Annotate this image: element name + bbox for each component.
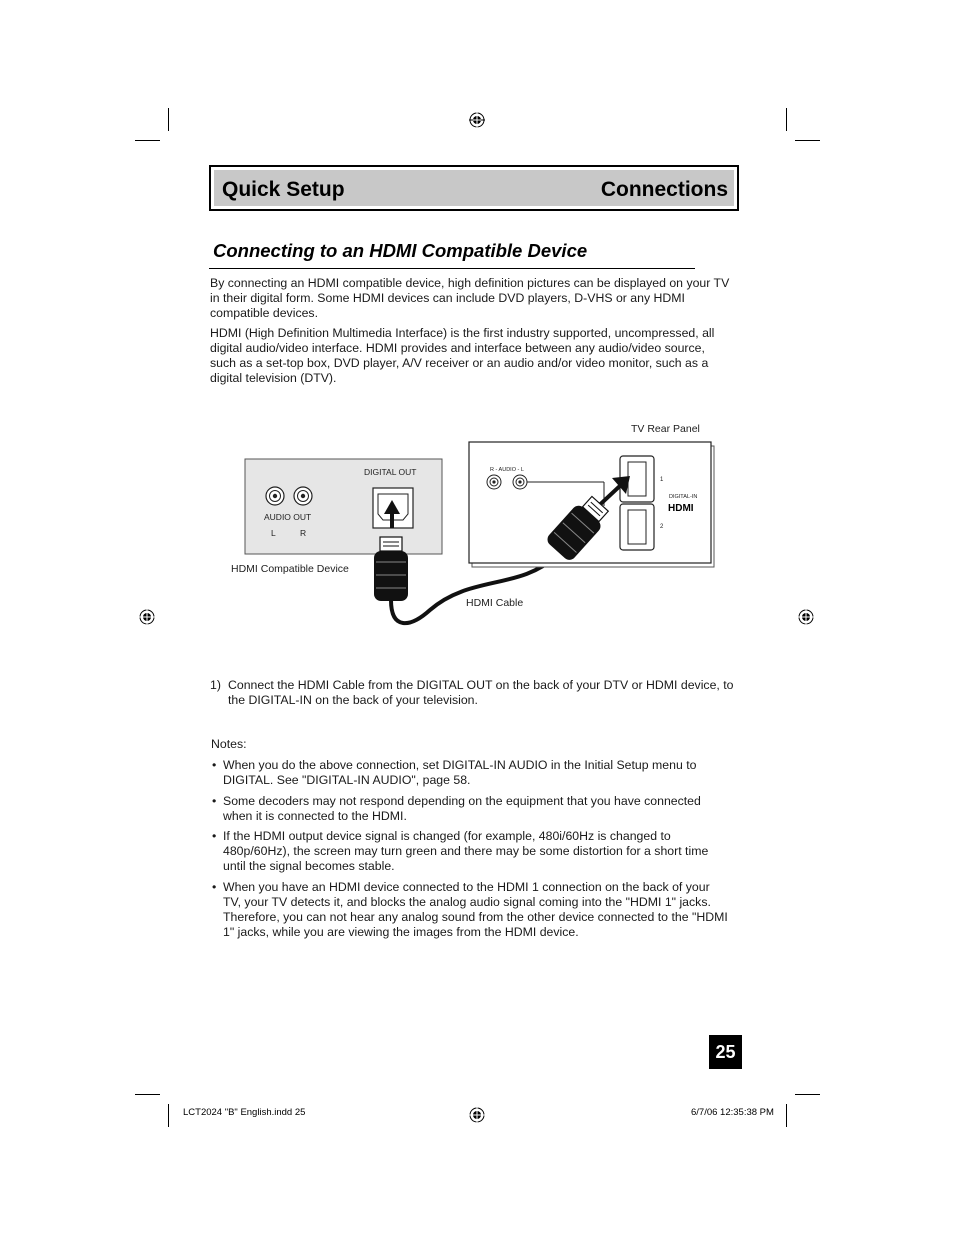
note-item xyxy=(210,758,730,788)
tv-digital-in-label: DIGITAL-IN xyxy=(669,494,698,500)
audio-l-label: L xyxy=(271,528,276,538)
registration-mark-icon xyxy=(469,1107,485,1123)
audio-out-label: AUDIO OUT xyxy=(264,512,312,522)
note-item xyxy=(210,829,730,874)
tv-audio-jack-l xyxy=(513,475,527,489)
audio-r-label: R xyxy=(300,528,307,538)
crop-mark xyxy=(795,1094,820,1095)
step-number: 1) xyxy=(210,678,221,692)
notes-label: Notes: xyxy=(211,737,247,751)
tv-port-1-label: 1 xyxy=(660,477,664,483)
tv-audio-jack-r xyxy=(487,475,501,489)
device-label: HDMI Compatible Device xyxy=(231,563,349,575)
tv-audio-label: R - AUDIO - L xyxy=(490,467,524,473)
intro-paragraph-1: By connecting an HDMI compatible device, high definition pictures can be displayed on your TV in their digital form. Some HDMI devices can include DVD players, D-VHS or any HDMI compatible devices. xyxy=(210,276,730,320)
cable-label: HDMI Cable xyxy=(466,597,524,609)
crop-mark xyxy=(135,1094,160,1095)
footer-timestamp: 6/7/06 12:35:38 PM xyxy=(691,1107,774,1118)
bullet-icon: • xyxy=(212,829,217,843)
page-number: 25 xyxy=(709,1035,742,1069)
tv-rear-panel-label: TV Rear Panel xyxy=(631,423,700,435)
audio-out-jack-l xyxy=(266,487,284,505)
footer-file-info: LCT2024 "B" English.indd 25 xyxy=(183,1107,306,1118)
tv-port-2-label: 2 xyxy=(660,524,664,530)
note-text: When you do the above connection, set DIGITAL-IN AUDIO in the Initial Setup menu to DIGITAL. See "DIGITAL-IN AUDIO", page 58. xyxy=(223,758,697,787)
step-text: Connect the HDMI Cable from the DIGITAL OUT on the back of your DTV or HDMI device, to the DIGITAL-IN on the back of your television. xyxy=(228,678,734,707)
header-title-right: Connections xyxy=(600,178,728,201)
note-text: If the HDMI output device signal is changed (for example, 480i/60Hz is changed to 480p/60Hz), the screen may turn green and there may be some distortion for a short time until the signal becomes stable. xyxy=(223,829,709,873)
header-title-left: Quick Setup xyxy=(222,178,345,201)
note-item xyxy=(210,794,730,824)
crop-mark xyxy=(786,1104,787,1127)
bullet-icon: • xyxy=(212,880,217,894)
bullet-icon: • xyxy=(212,758,217,772)
note-text: Some decoders may not respond depending on the equipment that you have connected when it is connected to the HDMI. xyxy=(223,794,701,823)
audio-out-jack-r xyxy=(294,487,312,505)
note-item xyxy=(210,880,730,940)
bullet-icon: • xyxy=(212,794,217,808)
section-title: Connecting to an HDMI Compatible Device xyxy=(213,240,588,261)
hdmi-logo: HDMI xyxy=(668,503,694,514)
digital-out-label: DIGITAL OUT xyxy=(364,467,417,477)
crop-mark xyxy=(168,1104,169,1127)
intro-paragraph-2: HDMI (High Definition Multimedia Interface) is the first industry supported, uncompressed, all digital audio/video interface. HDMI provides and interface between any audio/video source, such as a set-top box, DVD player, A/V receiver or an audio and/or video monitor, such as a digital television (DTV). xyxy=(210,326,715,385)
note-text: When you have an HDMI device connected to the HDMI 1 connection on the back of your TV, your TV detects it, and blocks the analog audio signal coming into the "HDMI 1" jacks. Therefore, you can not hear any analog sound from the other device connected to the "HDMI 1" jacks, while you are viewing the images from the HDMI device. xyxy=(223,880,728,939)
